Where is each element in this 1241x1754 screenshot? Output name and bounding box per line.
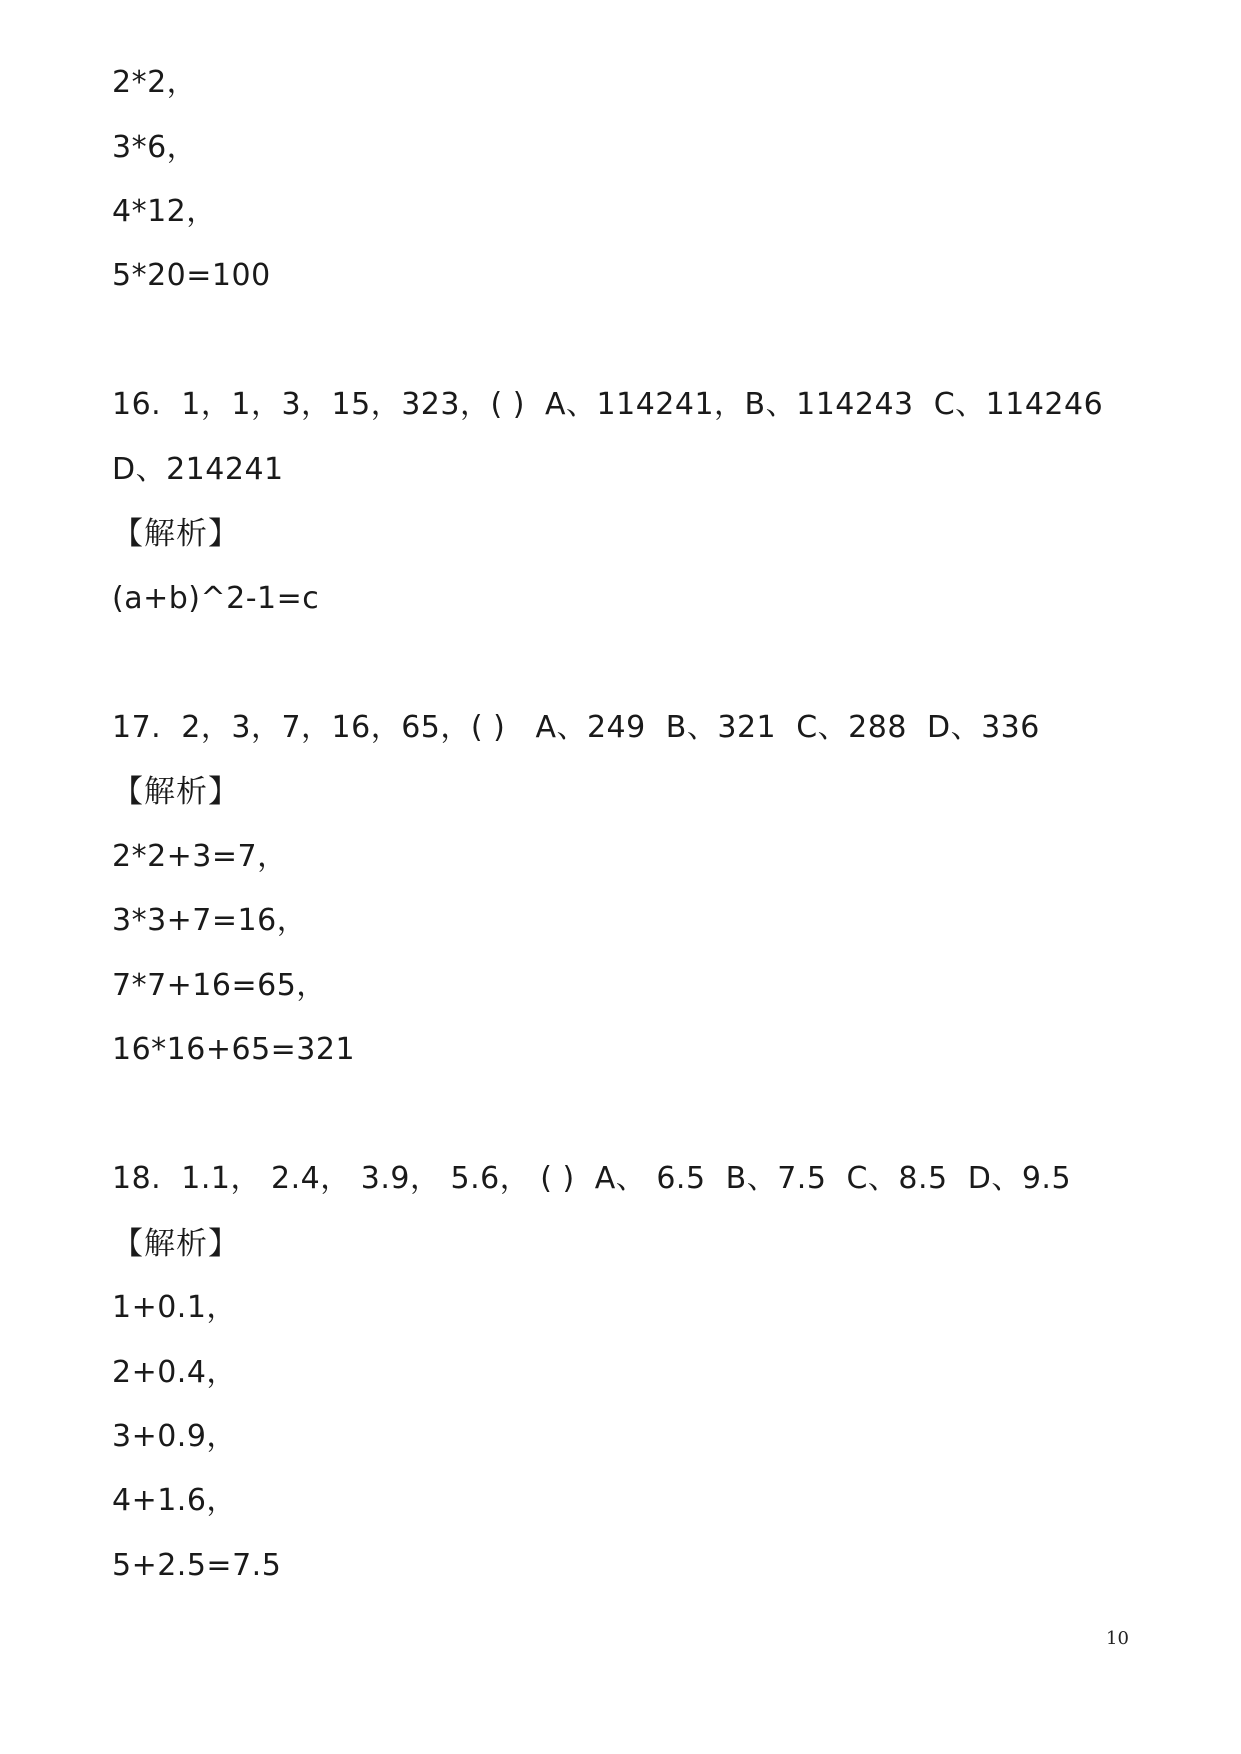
question-16-options-cont: D、214241 <box>112 452 284 487</box>
step-line: 2*2+3=7， <box>112 839 288 874</box>
step-line: 3*3+7=16， <box>112 903 308 938</box>
step-line: 4+1.6， <box>112 1483 237 1518</box>
analysis-heading: 【解析】 <box>112 774 240 810</box>
analysis-heading: 【解析】 <box>112 516 240 552</box>
question-18-text: 18. 1.1， 2.4， 3.9， 5.6， ( ) A、 6.5 B、7.5 C、8.5 D、9.5 <box>112 1161 1072 1196</box>
step-line: 7*7+16=65， <box>112 968 327 1003</box>
question-16-text: 16. 1，1，3，15，323，( ) A、114241，B、114243 C、114246 <box>112 387 1104 422</box>
step-line: 5*20=100 <box>112 258 271 293</box>
step-line: 4*12， <box>112 194 217 229</box>
step-line: 16*16+65=321 <box>112 1032 356 1067</box>
step-line: 5+2.5=7.5 <box>112 1548 282 1583</box>
step-line: 2*2， <box>112 65 198 100</box>
step-line: (a+b)^2-1=c <box>112 581 320 616</box>
step-line: 1+0.1， <box>112 1290 237 1325</box>
step-line: 3+0.9， <box>112 1419 237 1454</box>
analysis-heading: 【解析】 <box>112 1226 240 1262</box>
page-number: 10 <box>1106 1628 1129 1649</box>
step-line: 2+0.4， <box>112 1355 237 1390</box>
question-17-text: 17. 2，3，7，16，65，( ) A、249 B、321 C、288 D、336 <box>112 710 1040 745</box>
step-line: 3*6， <box>112 130 198 165</box>
